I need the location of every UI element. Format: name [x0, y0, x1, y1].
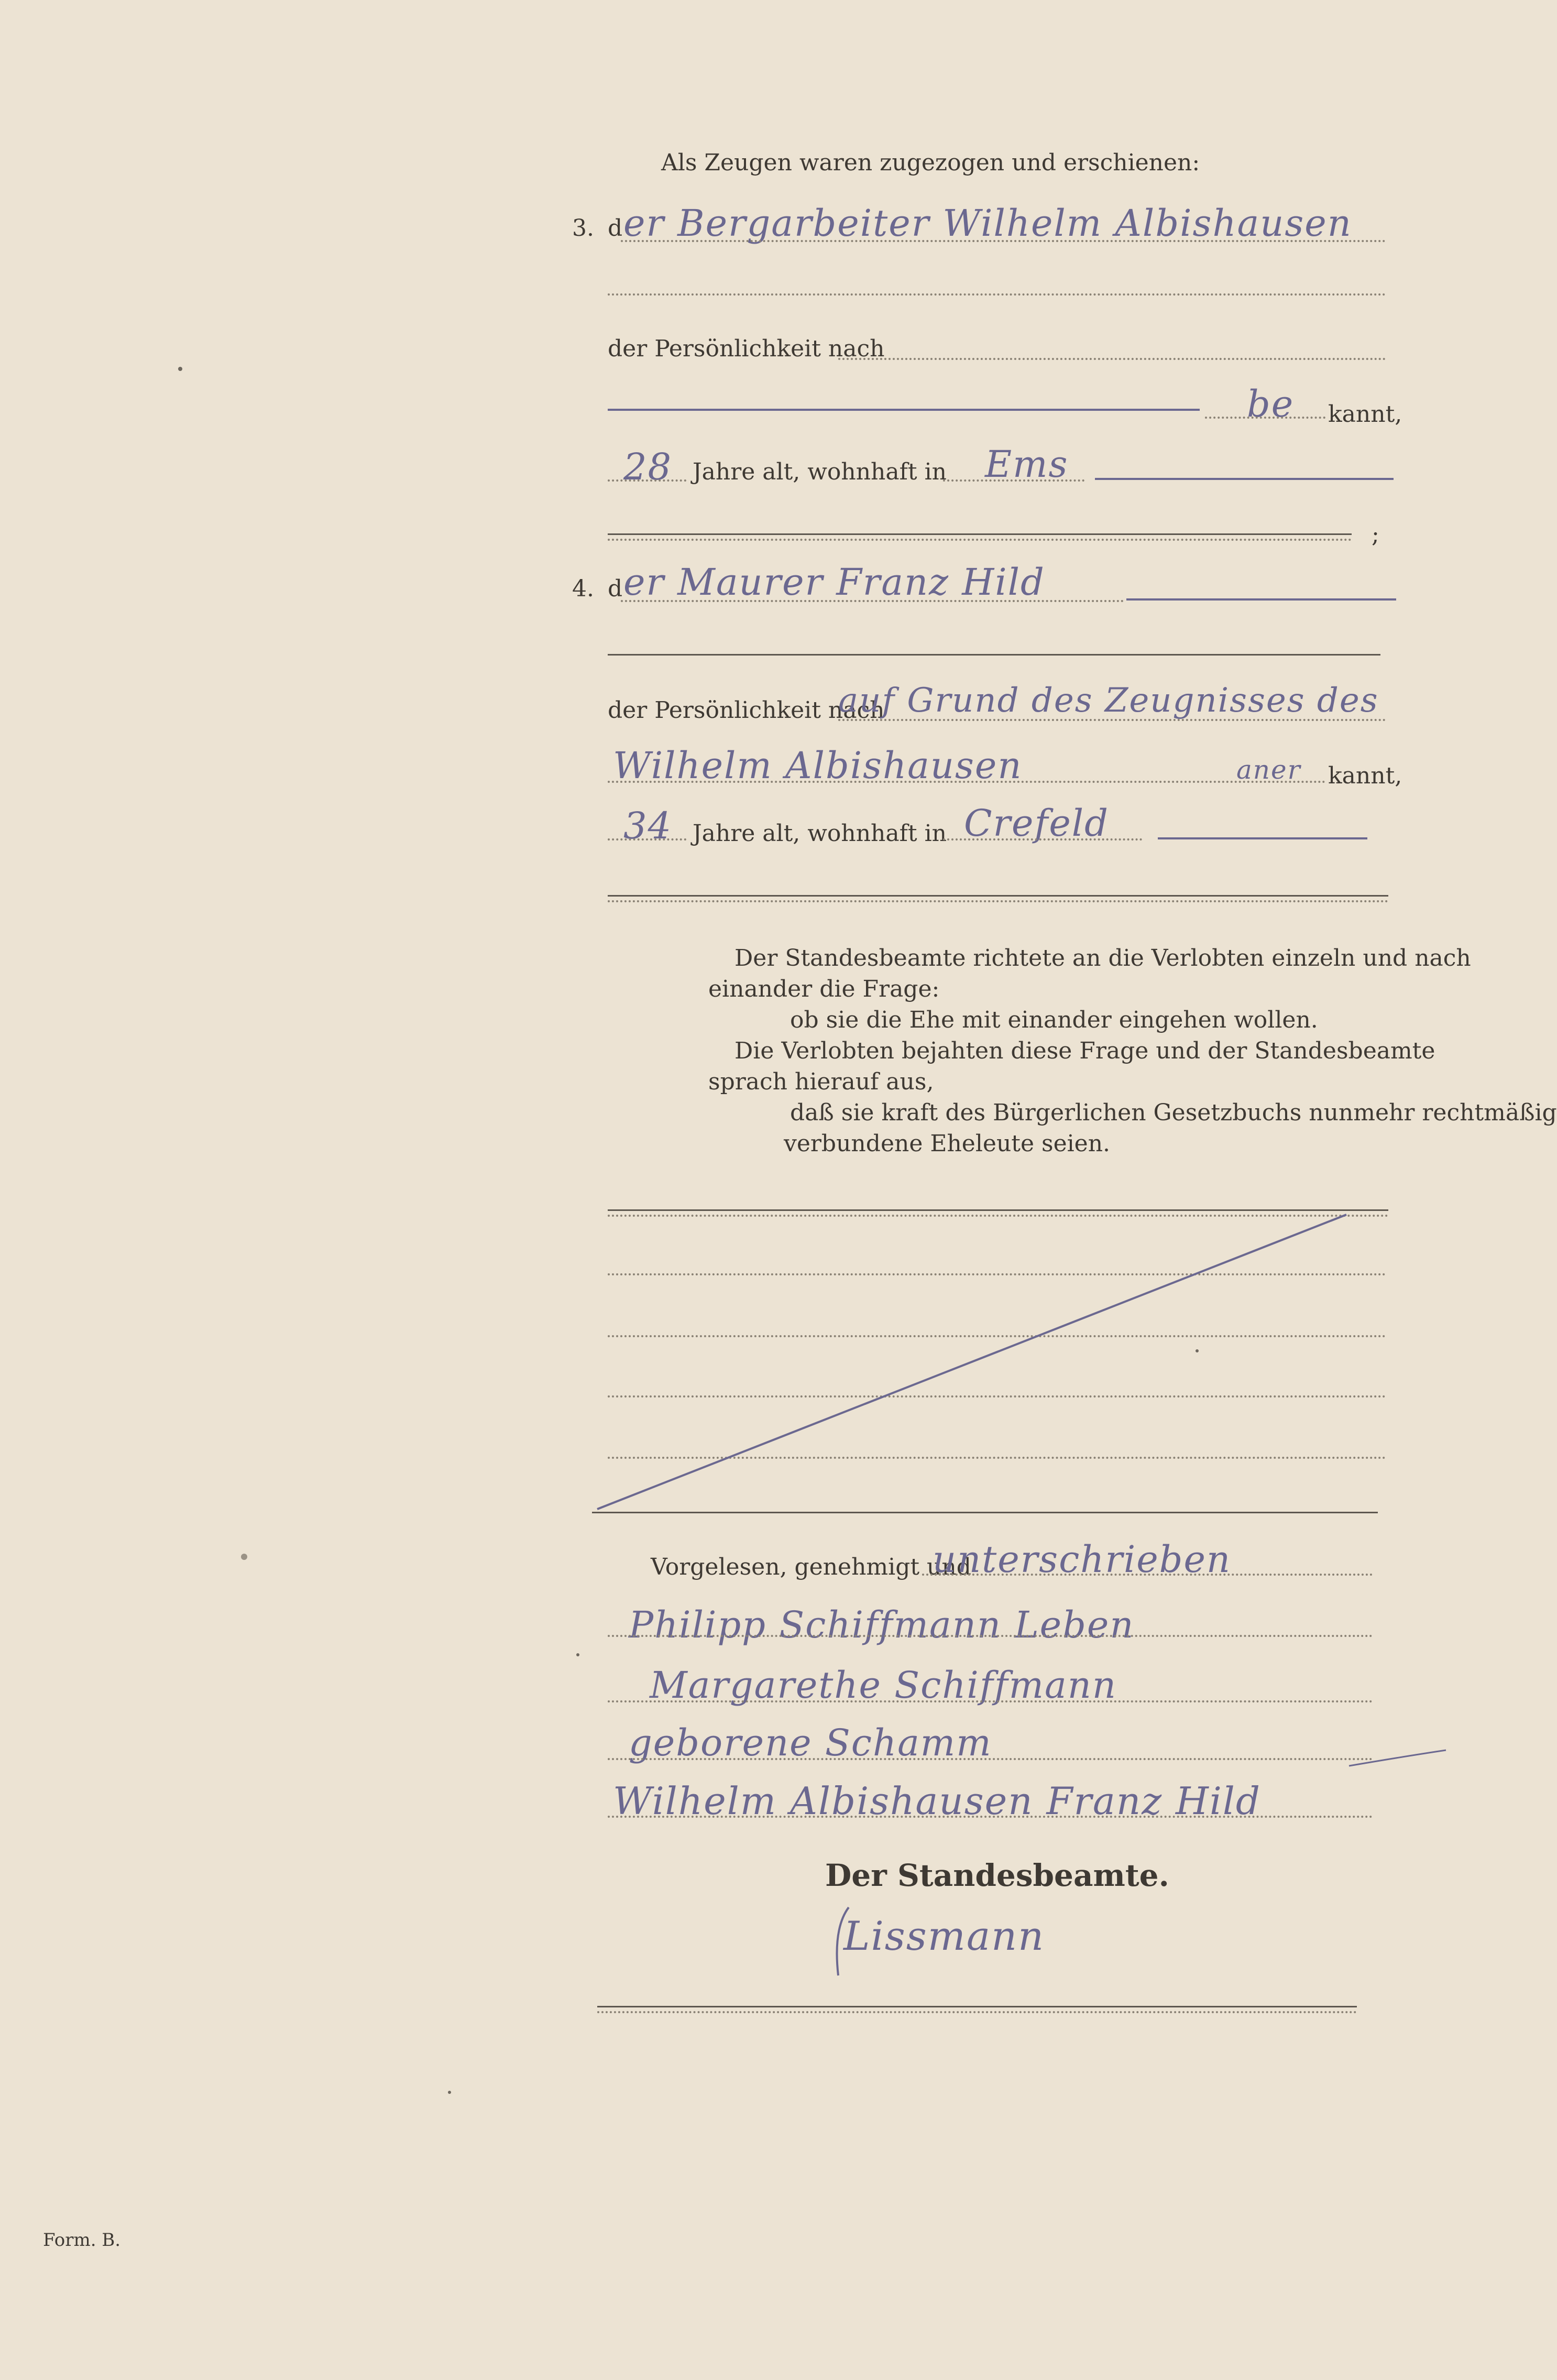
witness-4-age: 34: [623, 804, 673, 847]
ceremony-line-1: Der Standesbeamte richtete an die Verlobten einzeln und nach: [734, 945, 1471, 971]
signature-rule-3: [608, 1758, 1373, 1760]
witnesses-heading: Als Zeugen waren zugezogen und erschienen:: [661, 149, 1200, 176]
witness-4-residence: Crefeld: [964, 802, 1109, 845]
witness-3-semicolon: ;: [1372, 521, 1379, 548]
strike-through-line: [597, 1215, 1346, 1509]
witness-4-identity-label: der Persönlichkeit nach: [608, 697, 885, 724]
witness-3-identity-value: be: [1247, 383, 1295, 425]
paper-speck: [576, 1653, 579, 1656]
witness-3-identity-label: der Persönlichkeit nach: [608, 335, 885, 362]
registrar-rule-dotted: [597, 2011, 1357, 2013]
witness-4-identity-value-2: Wilhelm Albishausen: [613, 744, 1023, 787]
signature-rule-2: [608, 1700, 1373, 1702]
witness-3-name: er Bergarbeiter Wilhelm Albishausen: [623, 202, 1352, 245]
ceremony-line-4: Die Verlobten bejahten diese Frage und der Standesbeamte: [734, 1038, 1435, 1064]
signature-line-3: geborene Schamm: [629, 1721, 992, 1764]
witness-4-number: 4.: [572, 575, 594, 602]
form-label: Form. B.: [43, 2230, 121, 2251]
registrar-title: Der Standesbeamte.: [825, 1858, 1169, 1893]
ceremony-line-6: daß sie kraft des Bürgerlichen Gesetzbuchs nunmehr rechtmäßig: [790, 1099, 1557, 1126]
paper-speck: [1196, 1349, 1199, 1352]
ceremony-line-2: einander die Frage:: [708, 976, 940, 1002]
witness-4-prefix: d: [608, 575, 623, 602]
witness-4-identity-suffix: aner: [1236, 755, 1301, 785]
paper-speck: [241, 1554, 247, 1560]
paper-speck: [178, 367, 182, 371]
witness-3-residence: Ems: [985, 443, 1069, 486]
ceremony-line-5: sprach hierauf aus,: [708, 1068, 934, 1095]
witness-3-prefix: d: [608, 215, 623, 242]
closing-line: [922, 1574, 1373, 1576]
witness-3-age: 28: [623, 445, 673, 488]
witness-4-age-label: Jahre alt, wohnhaft in: [693, 820, 947, 847]
registrar-signature: Lissmann: [843, 1913, 1045, 1959]
witness-3-number: 3.: [572, 215, 594, 242]
witness-3-age-label: Jahre alt, wohnhaft in: [693, 458, 947, 485]
signature-line-4: Wilhelm Albishausen Franz Hild: [613, 1779, 1261, 1823]
witness-4-name: er Maurer Franz Hild: [623, 561, 1045, 604]
paper-speck: [448, 2091, 451, 2094]
witness-3-kannt: kannt,: [1328, 401, 1402, 428]
signature-rule-4: [608, 1816, 1373, 1818]
closing-label: Vorgelesen, genehmigt und: [651, 1554, 971, 1580]
signature-rule-1: [608, 1635, 1373, 1637]
signature-line-1: Philipp Schiffmann Leben: [629, 1603, 1135, 1646]
witness-4-identity-value-1: auf Grund des Zeugnisses des: [838, 681, 1379, 720]
signature-line-2: Margarethe Schiffmann: [650, 1664, 1117, 1707]
witness-4-kannt: kannt,: [1328, 762, 1402, 789]
closing-label-handwritten: unterschrieben: [933, 1538, 1231, 1581]
ceremony-line-3: ob sie die Ehe mit einander eingehen wollen.: [790, 1007, 1318, 1033]
registrar-rule: [597, 2006, 1357, 2007]
ceremony-line-7: verbundene Eheleute seien.: [784, 1130, 1111, 1157]
